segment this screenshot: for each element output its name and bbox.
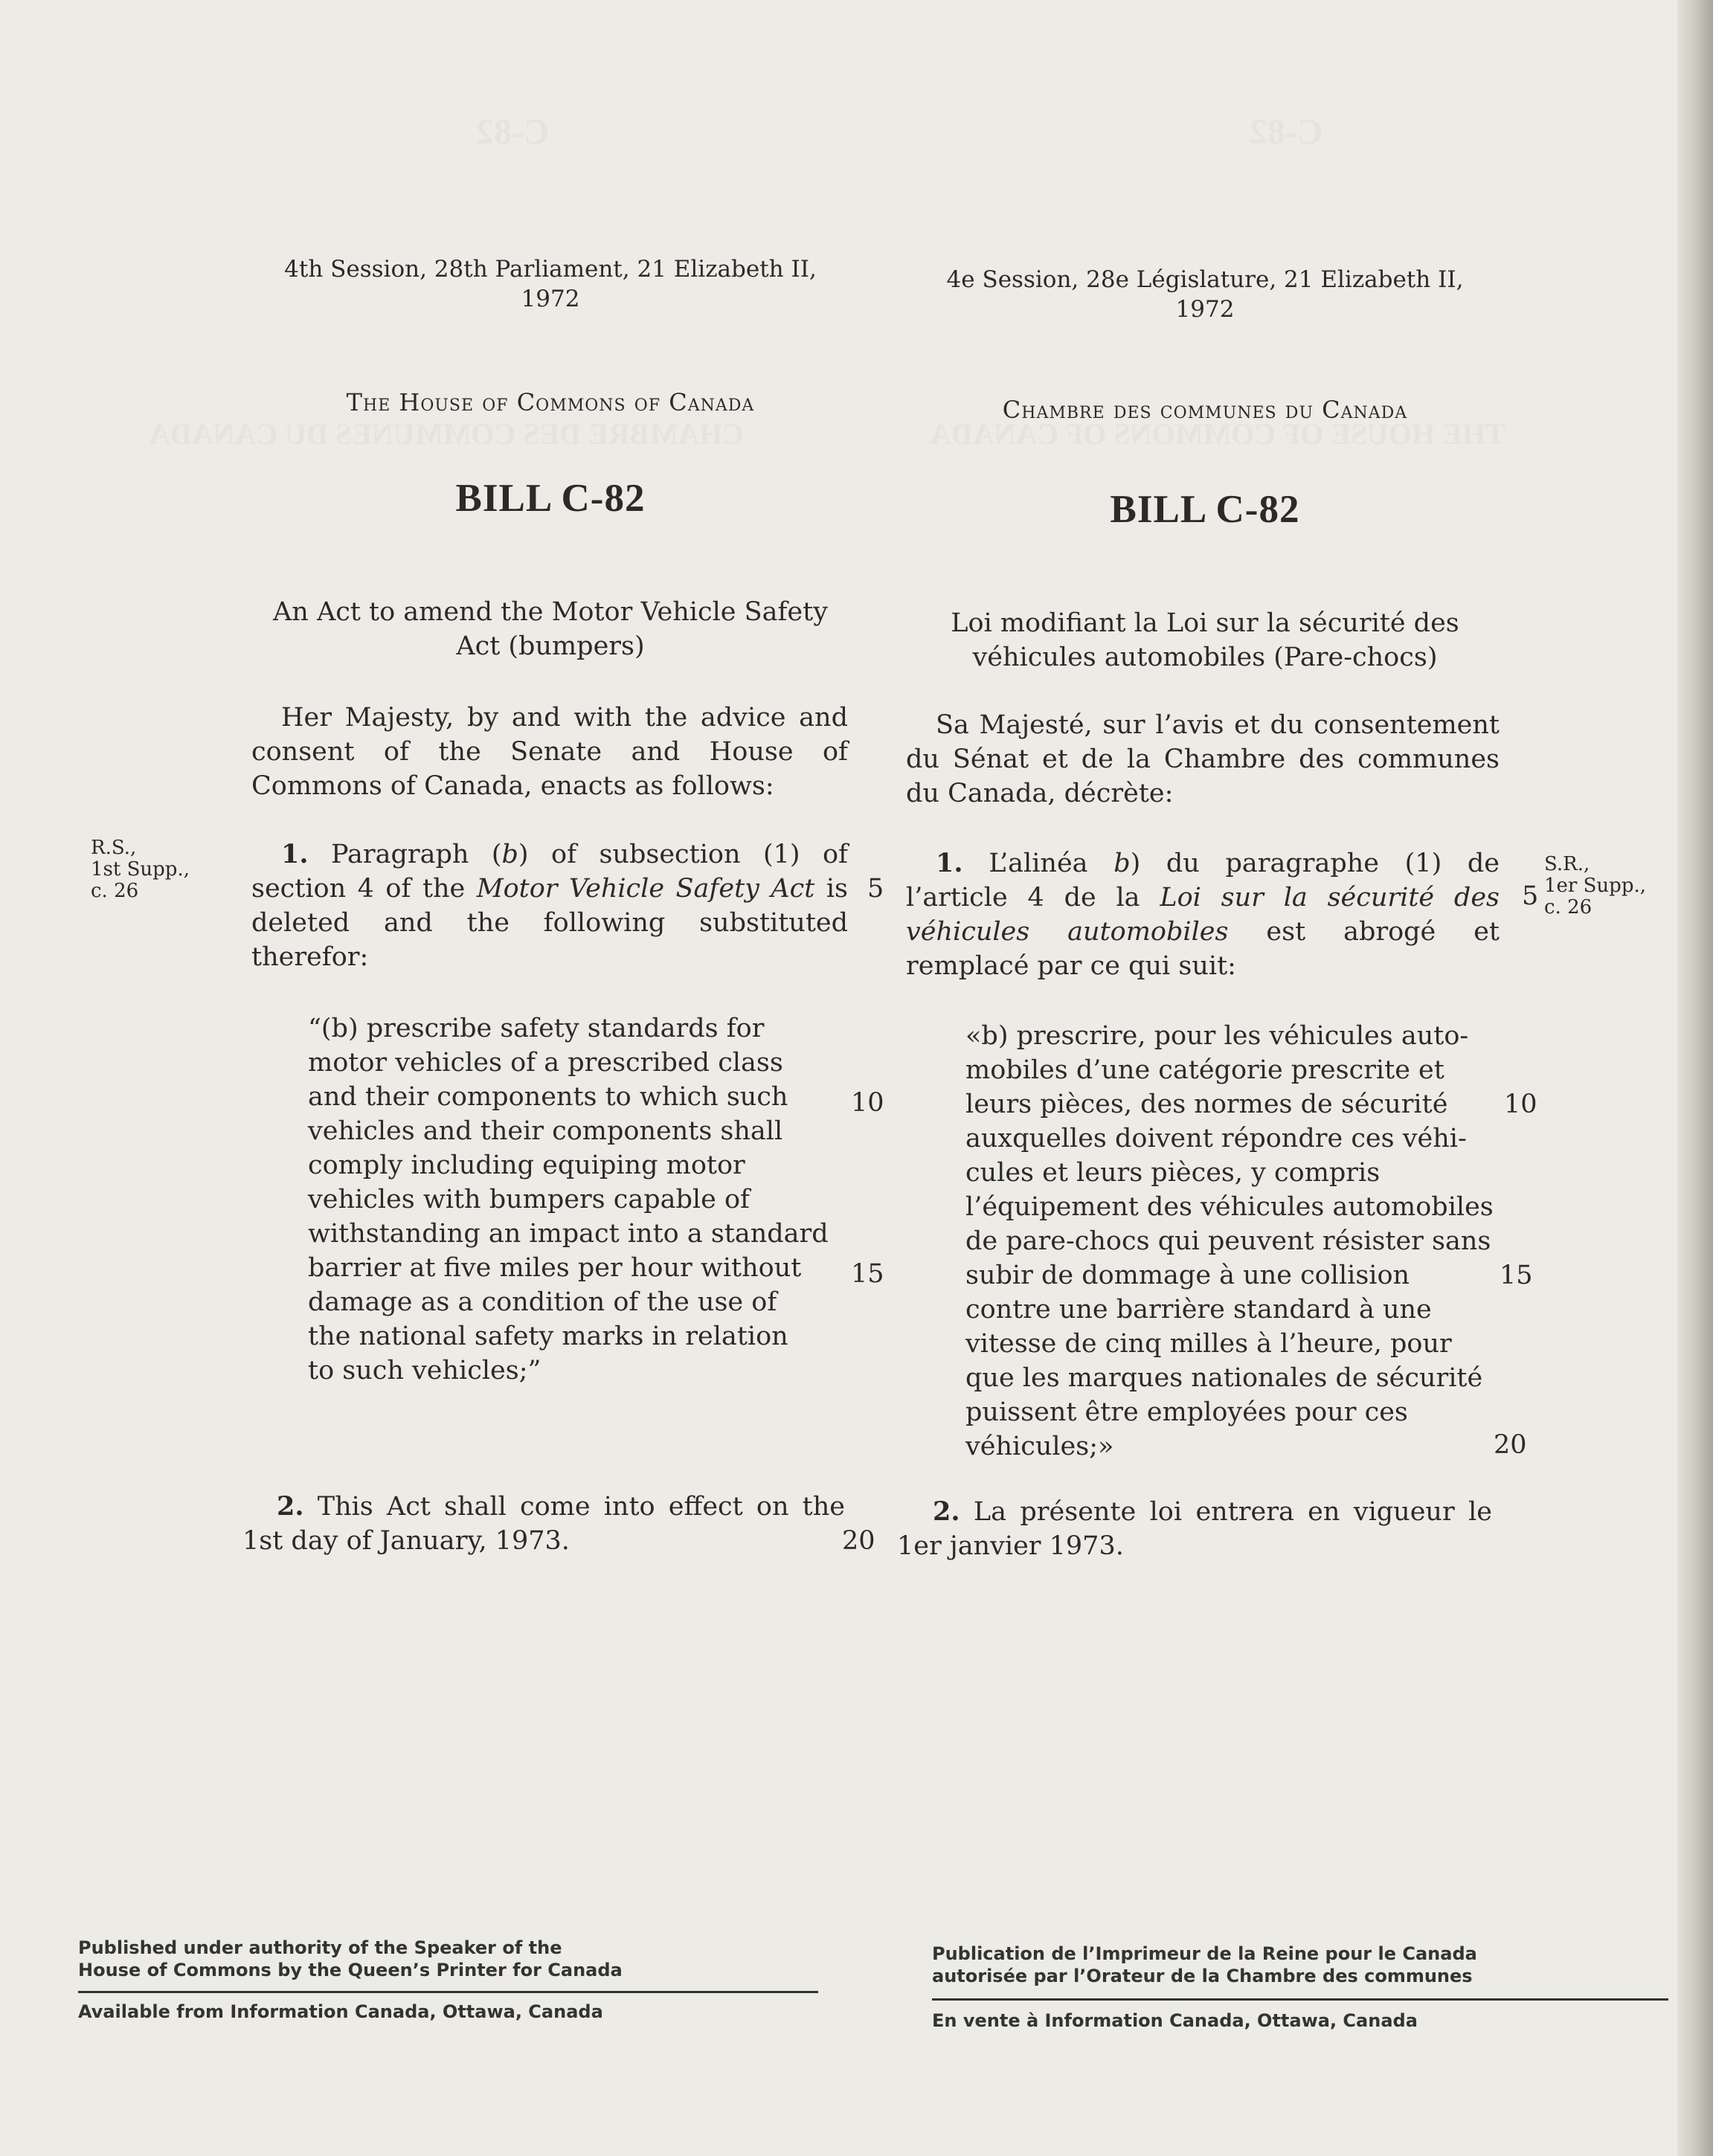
session-line: 4e Session, 28e Législature, 21 Elizabeth II, [946, 266, 1464, 293]
section-number: 1. [936, 848, 963, 878]
footer-availability-en: Available from Information Canada, Ottawa, Canada [78, 2001, 603, 2022]
quote-line: to such vehicles;” [308, 1356, 541, 1386]
bill-title-line: Act (bumpers) [456, 631, 645, 661]
quote-line: l’équipement des véhicules automobiles [965, 1192, 1494, 1222]
act-name: Motor Vehicle Safety Act [476, 874, 815, 904]
quote-line: barrier at five miles per hour without [308, 1253, 802, 1283]
margin-note-line: R.S., [91, 837, 137, 859]
bleed-through-decoration [149, 416, 744, 451]
enacting-clause-fr [906, 708, 1500, 811]
section-text: This Act shall come into effect on the 1st day of January, 1973. [242, 1492, 845, 1556]
session-year: 1972 [1175, 296, 1235, 323]
quote-line: vehicles with bumpers capable of [308, 1185, 750, 1214]
quote-line: and their components to which such [308, 1082, 788, 1112]
section-number: 2. [277, 1491, 304, 1522]
line-number-fr: 5 [1522, 881, 1539, 911]
section-text: L’alinéa [989, 849, 1114, 878]
section-text: Paragraph ( [331, 840, 502, 869]
bill-title-fr [900, 606, 1510, 675]
bill-number-fr: BILL C-82 [1110, 488, 1300, 531]
quoted-paragraph-fr [965, 1019, 1498, 1464]
quote-line: véhicules;» [965, 1432, 1114, 1461]
enacting-text: Her Majesty, by and with the advice and consent of the Senate and House of Commons of Canada, enacts as follows: [251, 703, 848, 801]
line-number-en: 15 [851, 1259, 884, 1289]
quote-line: mobiles d’une catégorie prescrite et [965, 1055, 1444, 1085]
footer-line: autorisée par l’Orateur de la Chambre des communes [932, 1966, 1473, 1986]
session-header-en [245, 254, 855, 314]
section-1-fr [906, 846, 1500, 983]
section-text: La présente loi entrera en vigueur le 1er janvier 1973. [897, 1497, 1492, 1561]
quote-line: de pare-chocs qui peuvent résister sans [965, 1226, 1491, 1256]
page-edge-shadow [1677, 0, 1713, 2156]
margin-note-line: c. 26 [1544, 896, 1593, 918]
footer-availability-fr: En vente à Information Canada, Ottawa, Canada [932, 2010, 1418, 2031]
quote-line: contre une barrière standard à une [965, 1295, 1432, 1325]
margin-note-en [91, 837, 190, 902]
footer-publisher-fr [932, 1943, 1477, 1987]
footer-divider-en [78, 1991, 818, 1993]
quote-line: withstanding an impact into a standard [308, 1219, 829, 1249]
line-number-fr: 10 [1504, 1090, 1537, 1119]
footer-line: House of Commons by the Queen’s Printer for Canada [78, 1960, 623, 1980]
bill-title-line: véhicules automobiles (Pare-chocs) [972, 643, 1438, 672]
line-number-en: 20 [842, 1526, 875, 1556]
section-text: est abrogé et remplacé par ce qui suit: [906, 917, 1500, 981]
section-1-en [251, 837, 848, 974]
act-name: Loi sur la sécurité des véhicules automobiles [906, 883, 1500, 947]
quote-line: “(b) prescribe safety standards for [308, 1014, 765, 1043]
margin-note-line: c. 26 [91, 880, 139, 902]
section-number: 2. [933, 1496, 960, 1527]
session-header-fr [900, 265, 1510, 324]
enacting-text: Sa Majesté, sur l’avis et du consentement du Sénat et de la Chambre des communes du Canada, décrète: [906, 710, 1500, 808]
house-title-en: The House of Commons of Canada [346, 388, 755, 416]
bill-title-line: Loi modifiant la Loi sur la sécurité des [951, 608, 1459, 638]
session-year: 1972 [521, 286, 580, 312]
margin-note-line: S.R., [1544, 853, 1590, 875]
section-2-en [242, 1490, 845, 1558]
section-text: ) of subsection (1) of section 4 of the [251, 840, 849, 904]
quote-line: comply including equiping motor [308, 1151, 745, 1180]
bleed-through-decoration [476, 112, 550, 152]
section-text-italic: b [501, 840, 518, 869]
margin-note-line: 1st Supp., [91, 858, 190, 881]
margin-note-fr [1544, 854, 1646, 918]
line-number-fr: 20 [1494, 1430, 1527, 1460]
quote-line: leurs pièces, des normes de sécurité [965, 1090, 1448, 1119]
section-2-fr [897, 1495, 1492, 1563]
section-text: ) du paragraphe (1) de l’article 4 de la [906, 849, 1500, 913]
quote-line: «b) prescrire, pour les véhicules auto- [965, 1021, 1469, 1051]
bleed-through-decoration [1250, 112, 1323, 152]
enacting-clause-en [251, 701, 848, 803]
quote-line: damage as a condition of the use of [308, 1287, 777, 1317]
session-line: 4th Session, 28th Parliament, 21 Elizabeth II, [284, 256, 817, 283]
section-number: 1. [281, 839, 309, 869]
footer-divider-fr [932, 1998, 1668, 2001]
quote-line: motor vehicles of a prescribed class [308, 1048, 783, 1078]
line-number-en: 5 [867, 874, 884, 904]
quote-line: vitesse de cinq milles à l’heure, pour [965, 1329, 1452, 1359]
bill-title-en [245, 595, 855, 663]
quote-line: cules et leurs pièces, y compris [965, 1158, 1381, 1188]
line-number-en: 10 [851, 1088, 884, 1118]
quote-line: subir de dommage à une collision [965, 1261, 1410, 1290]
quote-line: the national safety marks in relation [308, 1322, 788, 1351]
bill-title-line: An Act to amend the Motor Vehicle Safety [273, 597, 828, 627]
footer-line: Published under authority of the Speaker of the [78, 1937, 562, 1958]
quote-line: que les marques nationales de sécurité [965, 1363, 1483, 1393]
line-number-fr: 15 [1500, 1261, 1533, 1290]
footer-line: Publication de l’Imprimeur de la Reine pour le Canada [932, 1943, 1477, 1964]
quoted-paragraph-en [308, 1011, 843, 1388]
margin-note-line: 1er Supp., [1544, 875, 1646, 897]
section-text: is deleted and the following substituted therefor: [251, 874, 849, 972]
house-title-fr: Chambre des communes du Canada [1002, 396, 1408, 424]
section-text-italic: b [1113, 849, 1131, 878]
footer-publisher-en [78, 1937, 623, 1981]
bill-number-en: BILL C-82 [455, 477, 646, 520]
quote-line: puissent être employées pour ces [965, 1397, 1408, 1427]
quote-line: vehicles and their components shall [308, 1116, 783, 1146]
quote-line: auxquelles doivent répondre ces véhi- [965, 1124, 1467, 1153]
